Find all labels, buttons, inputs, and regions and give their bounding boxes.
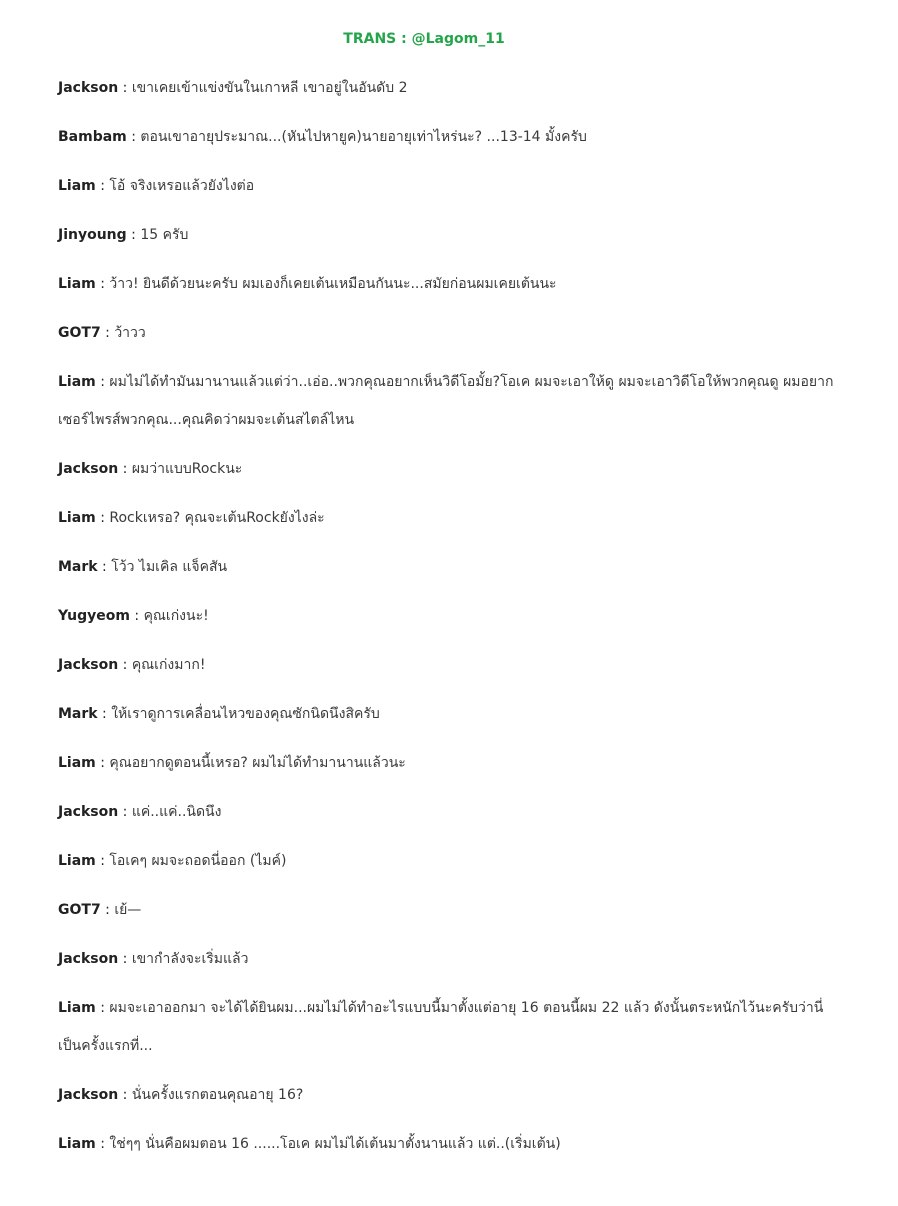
speaker-separator: : [95, 178, 110, 194]
speaker-name: Bambam [58, 129, 127, 145]
speaker-separator: : [95, 853, 110, 869]
utterance-text: โอเคๆ ผมจะถอดนี่ออก (ไมค์) [109, 853, 287, 869]
utterance-text: นั่นครั้งแรกตอนคุณอายุ 16? [131, 1087, 304, 1103]
speaker-separator: : [126, 129, 141, 145]
utterance-text: ว้าว! ยินดีด้วยนะครับ ผมเองก็เคยเต้นเหมือนกันนะ...สมัยก่อนผมเคยเต้นนะ [109, 276, 557, 292]
utterance-text: เย้— [114, 902, 142, 918]
dialogue-line [58, 557, 838, 577]
speaker-name: Yugyeom [58, 608, 130, 624]
speaker-separator: : [126, 227, 141, 243]
speaker-name: Liam [58, 755, 96, 771]
utterance-text: ว้าวว [114, 325, 146, 341]
speaker-name: Liam [58, 1136, 96, 1152]
speaker-name: Jackson [58, 461, 119, 477]
speaker-separator: : [95, 1136, 110, 1152]
speaker-separator: : [97, 706, 112, 722]
speaker-name: Liam [58, 276, 96, 292]
speaker-name: Jackson [58, 80, 119, 96]
utterance-text: ตอนเขาอายุประมาณ...(หันไปหายูค)นายอายุเท่าไหร่นะ? ...13-14 มั้งครับ [140, 129, 587, 145]
speaker-separator: : [95, 1000, 110, 1016]
dialogue-line [58, 851, 838, 871]
speaker-separator: : [118, 657, 132, 673]
speaker-separator: : [129, 608, 144, 624]
dialogue-line [58, 78, 838, 98]
utterance-text: ผมจะเอาออกมา จะได้ได้ยินผม...ผมไม่ได้ทำอะไรแบบนี้มาตั้งแต่อายุ 16 ตอนนี้ผม 22 แล้ว ดังนั้นตระหนักไว้นะครับว่านี่เป็นครั้งแรกที่... [58, 1000, 824, 1054]
speaker-name: GOT7 [58, 325, 101, 341]
utterance-text: ใช่ๆๆ นั่นคือผมตอน 16 ......โอเค ผมไม่ได้เต้นมาตั้งนานแล้ว แต่..(เริ่มเต้น) [109, 1136, 561, 1152]
dialogue-transcript [58, 78, 838, 1183]
utterance-text: โว้ว ไมเคิล แจ็คสัน [111, 559, 228, 575]
utterance-text: ผมไม่ได้ทำมันมานานแล้วแต่ว่า..เอ่อ..พวกคุณอยากเห็นวิดีโอมั้ย?โอเค ผมจะเอาให้ดู ผมจะเอาวิดีโอให้พวกคุณดู ผมอยากเซอร์ไพรส์พวกคุณ...คุณคิดว่าผมจะเต้นสไตล์ไหน [58, 374, 834, 428]
speaker-name: Liam [58, 853, 96, 869]
speaker-name: Liam [58, 1000, 96, 1016]
dialogue-line [58, 802, 838, 822]
utterance-text: ผมว่าแบบRockนะ [131, 461, 243, 477]
dialogue-line [58, 655, 838, 675]
speaker-separator: : [100, 325, 115, 341]
utterance-text: Rockเหรอ? คุณจะเต้นRockยังไงล่ะ [109, 510, 325, 526]
speaker-separator: : [118, 804, 132, 820]
speaker-name: Liam [58, 510, 96, 526]
speaker-separator: : [95, 510, 110, 526]
speaker-name: Jinyoung [58, 227, 127, 243]
dialogue-line [58, 176, 838, 196]
speaker-separator: : [95, 374, 110, 390]
speaker-separator: : [100, 902, 115, 918]
dialogue-line [58, 900, 838, 920]
speaker-name: Liam [58, 374, 96, 390]
speaker-separator: : [118, 80, 132, 96]
utterance-text: โอ้ จริงเหรอแล้วยังไงต่อ [109, 178, 255, 194]
speaker-separator: : [118, 951, 132, 967]
speaker-name: GOT7 [58, 902, 101, 918]
utterance-text: คุณเก่งมาก! [131, 657, 206, 673]
dialogue-line [58, 323, 838, 343]
dialogue-line [58, 1134, 838, 1154]
utterance-text: เขากำลังจะเริ่มแล้ว [131, 951, 249, 967]
dialogue-line [58, 949, 838, 969]
dialogue-line [58, 459, 838, 479]
dialogue-line [58, 704, 838, 724]
speaker-separator: : [118, 1087, 132, 1103]
dialogue-line [58, 989, 838, 1065]
speaker-name: Mark [58, 559, 98, 575]
utterance-text: 15 ครับ [140, 227, 189, 243]
dialogue-line [58, 508, 838, 528]
dialogue-line [58, 1085, 838, 1105]
speaker-name: Jackson [58, 951, 119, 967]
utterance-text: เขาเคยเข้าแข่งขันในเกาหลี เขาอยู่ในอันดับ 2 [131, 80, 408, 96]
dialogue-line [58, 127, 838, 147]
speaker-name: Mark [58, 706, 98, 722]
dialogue-line [58, 274, 838, 294]
speaker-name: Jackson [58, 657, 119, 673]
utterance-text: คุณอยากดูตอนนี้เหรอ? ผมไม่ได้ทำมานานแล้วนะ [109, 755, 406, 771]
speaker-separator: : [95, 755, 110, 771]
dialogue-line [58, 606, 838, 626]
dialogue-line [58, 363, 838, 439]
dialogue-line [58, 225, 838, 245]
utterance-text: ให้เราดูการเคลื่อนไหวของคุณซักนิดนึงสิครับ [111, 706, 380, 722]
speaker-name: Liam [58, 178, 96, 194]
translator-credit: TRANS : @Lagom_11 [343, 31, 505, 47]
dialogue-line [58, 753, 838, 773]
speaker-separator: : [97, 559, 112, 575]
speaker-name: Jackson [58, 804, 119, 820]
speaker-name: Jackson [58, 1087, 119, 1103]
speaker-separator: : [95, 276, 110, 292]
utterance-text: คุณเก่งนะ! [143, 608, 209, 624]
utterance-text: แค่..แค่..นิดนึง [131, 804, 222, 820]
speaker-separator: : [118, 461, 132, 477]
